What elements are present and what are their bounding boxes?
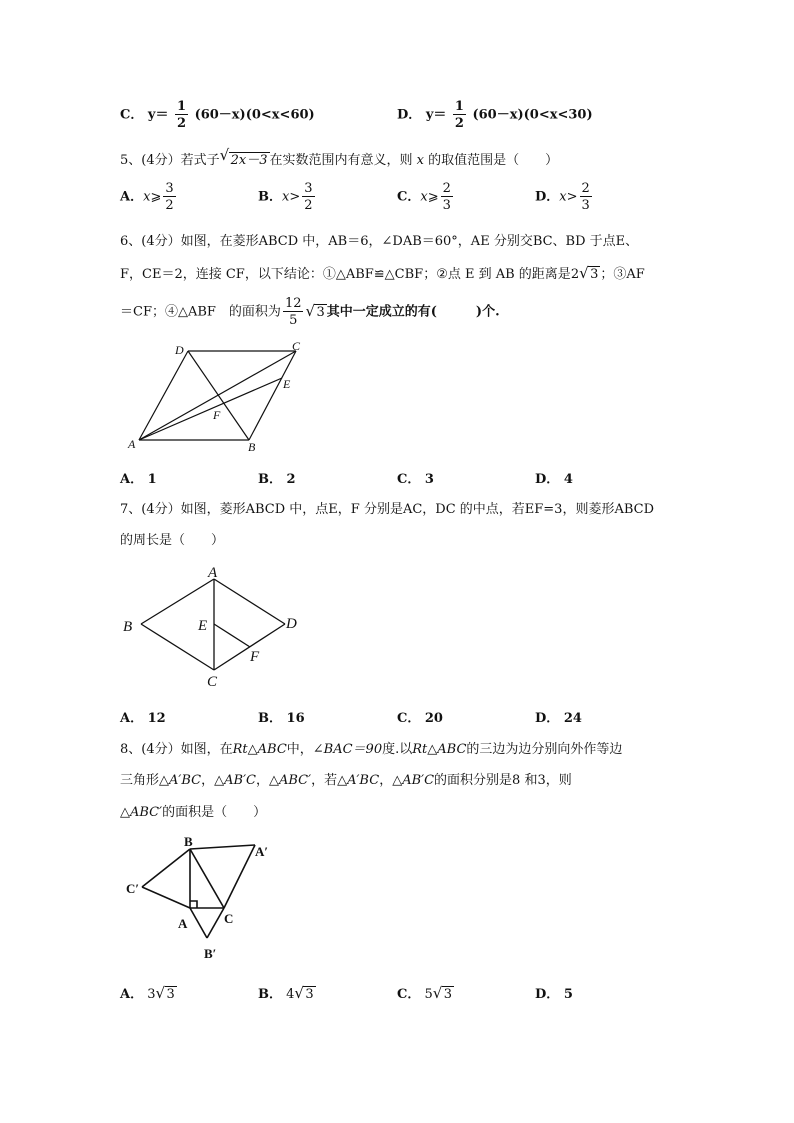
q7-rhombus-figure [120, 562, 320, 690]
q7-line-1: 7、(4分）如图，菱形ABCD 中，点E，F 分别是AC，DC 的中点，若EF=3，则菱形ABCD [120, 502, 655, 517]
sqrt: √ 3 [432, 984, 453, 1002]
q6-rhombus-figure [120, 338, 320, 458]
q5-option-c: C．x⩾ $\frac{2}{3}$ [397, 181, 451, 213]
q8-option-b: B． 4 √ 3 [258, 984, 314, 1002]
q4-option-d: D． y＝ $\frac{1}{2}$ (60－x)(0<x<30) [397, 99, 593, 131]
q6-option-a: A． 1 [120, 472, 157, 487]
sqrt: √ 2x－3 [219, 146, 268, 168]
q8-option-a: A． 3 √ 3 [120, 984, 175, 1002]
q6-option-b: B． 2 [258, 472, 296, 487]
fraction: $\frac{2}{3}$ [581, 181, 590, 213]
q6-line-1: 6、(4分）如图，在菱形ABCD 中，AB＝6，∠DAB＝60°，AE 分别交BC、BD 于点E、 [120, 234, 639, 249]
q8-option-c: C． 5 √ 3 [397, 984, 453, 1002]
q7-line-2: 的周长是（ ） [120, 533, 225, 548]
sqrt: √ 3 [579, 264, 599, 282]
label-c1: C′ [126, 881, 140, 896]
side-a1c [224, 845, 255, 908]
q8-line-2: 三角形△A′BC，△AB′C，△ABC′，若△A′BC，△AB′C的面积分别是8 和3，则 [120, 773, 572, 788]
label-f: F [250, 649, 260, 665]
sqrt: √ 3 [155, 984, 175, 1002]
sqrt: √ 3 [294, 984, 314, 1002]
fraction: $\frac{3}{2}$ [165, 181, 174, 213]
fraction: $\frac{1}{2}$ [176, 99, 187, 131]
q5-stem: 5、(4分）若式子 √ 2x－3 在实数范围内有意义，则 x 的取值范围是（ ） [120, 146, 559, 168]
fraction: $\frac{2}{3}$ [442, 181, 451, 213]
label-b1: B′ [204, 946, 217, 961]
q8-line-1: 8、(4分）如图，在Rt△ABC中，∠BAC＝90度.以Rt△ABC的三边为边分别向外作等边 [120, 742, 623, 757]
side-c1a [142, 887, 190, 908]
label-c: C [292, 339, 301, 353]
label-c: C [207, 674, 218, 690]
q7-option-b: B． 16 [258, 711, 305, 726]
fraction: $\frac{12}{5}$ [284, 296, 302, 328]
label-d: D [175, 343, 184, 357]
q8-triangle-figure [120, 832, 290, 967]
diagonal-bd [188, 351, 249, 440]
label-a: A [178, 916, 188, 931]
q4-option-c: C． y＝ $\frac{1}{2}$ (60－x)(0<x<60) [120, 99, 315, 131]
q8-option-d: D． 5 [535, 987, 573, 1002]
sqrt: √ 3 [305, 301, 325, 320]
q5-option-b: B．x> $\frac{3}{2}$ [258, 181, 313, 213]
right-angle-mark [190, 901, 197, 908]
segment-ef [214, 624, 250, 647]
q6-line-3: ＝CF；④△ABF 的面积为 $\frac{12}{5}$ √ 3 其中一定成立的有( )个. [120, 296, 500, 328]
label-f: F [213, 408, 221, 422]
label-c: C [224, 911, 234, 926]
fraction: $\frac{3}{2}$ [304, 181, 313, 213]
q6-line-2: F，CE＝2，连接 CF，以下结论：①△ABF≌△CBF；②点 E 到 AB 的距离是2 √ 3 ；③AF [120, 264, 645, 282]
side-bc1 [142, 849, 190, 887]
label-b: B [184, 834, 193, 849]
q5-option-a: A．x⩾ $\frac{3}{2}$ [120, 181, 174, 213]
fraction: $\frac{1}{2}$ [454, 99, 464, 131]
q6-option-c: C． 3 [397, 472, 434, 487]
side-ad [214, 579, 285, 624]
q5-option-d: D．x> $\frac{2}{3}$ [535, 181, 590, 213]
side-ba1 [190, 845, 255, 849]
label-e: E [198, 618, 208, 634]
q7-option-a: A． 12 [120, 711, 166, 726]
label-a: A [208, 565, 218, 581]
side-b1c [207, 908, 224, 938]
q8-line-3: △ABC′的面积是（ ） [120, 805, 267, 820]
q6-option-d: D． 4 [535, 472, 573, 487]
label-a1: A′ [255, 844, 269, 859]
side-ab1 [190, 908, 207, 938]
label-b: B [248, 440, 256, 454]
side-bc [190, 849, 224, 908]
label-d: D [286, 616, 297, 632]
label-e: E [283, 377, 291, 391]
q7-option-c: C． 20 [397, 711, 443, 726]
q7-option-d: D． 24 [535, 711, 582, 726]
label-b: B [123, 619, 133, 635]
label-a: A [128, 437, 136, 451]
segment-ae [139, 378, 282, 440]
